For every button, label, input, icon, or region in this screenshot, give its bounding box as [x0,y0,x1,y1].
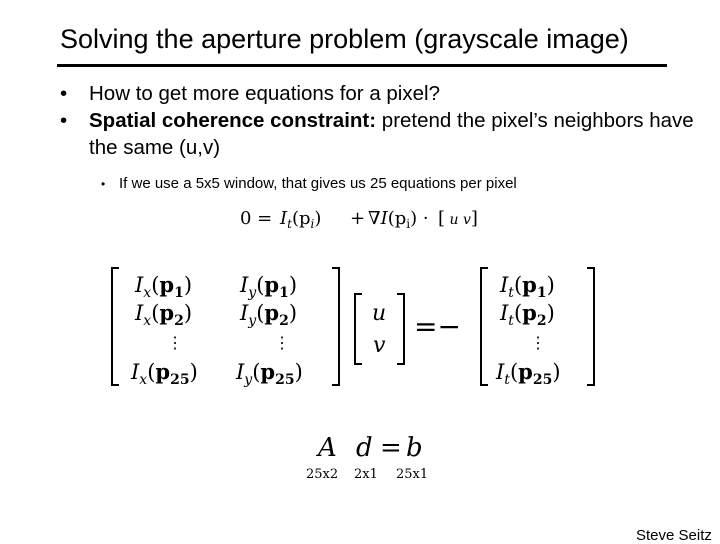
matrix-a-cell: $I_x(p_1)$ [135,272,193,301]
matrix-a-cell: $I_y(p_{25})$ [236,359,303,388]
vector-b-left-bracket [481,268,488,385]
bullet-text: How to get more equations for a pixel? [89,82,440,105]
vector-b [495,272,561,388]
constraint-grad: $\nabla I(p_i)$ · [368,208,429,231]
title-underline [57,64,667,67]
constraint-it: $I_t(p_i)$ [280,208,322,231]
matrix-equation [100,260,620,395]
author-credit: Steve Seitz [636,527,712,544]
matrix-a-left-bracket [112,268,119,385]
vector-d-u: u [372,301,387,326]
slide-title: Solving the aperture problem (grayscale image) [60,24,629,54]
matrix-a-right-bracket [332,268,339,385]
bullet-text: pretend the pixel’s neighbors have the same (u,v) [89,109,694,159]
matrix-a-cell: $I_y(p_2)$ [240,300,298,329]
vector-b-cell: $I_t(p_2)$ [500,300,555,329]
constraint-lhs: 0 = [240,208,273,229]
vector-d-v: v [373,333,386,358]
dim-label-d: 2x1 [354,467,378,482]
bullet-bold-text: Spatial coherence constraint: [89,109,377,132]
summary-equation [300,428,450,486]
constraint-uv: [ u v] [438,208,478,229]
bullet-item [60,107,700,161]
summary-equals: = [380,433,402,463]
equals-minus: =− [414,310,461,343]
constraint-equation [236,202,486,232]
matrix-a-vdots: ⋮ [274,333,290,352]
vector-b-right-bracket [587,268,594,385]
bullet-item [60,80,700,107]
bullet-list [60,80,700,161]
vector-b-vdots: ⋮ [530,333,546,352]
summary-d: d [356,433,373,463]
sub-bullet-text: If we use a 5x5 window, that gives us 25 equations per pixel [119,175,517,192]
matrix-a-cell: $I_x(p_{25})$ [131,359,198,388]
sub-bullet [101,175,517,192]
matrix-a [130,272,303,388]
matrix-a-cell: $I_y(p_1)$ [240,272,298,301]
summary-a: A [318,433,337,463]
dim-label-b: 25x1 [396,467,429,482]
bullet-dot-icon: • [60,109,68,132]
sub-bullet-dot-icon: • [101,177,106,191]
constraint-plus: + [350,208,366,229]
bullet-dot-icon: • [60,82,68,105]
dim-label-a: 25x2 [306,467,339,482]
vector-d-left-bracket [355,294,362,364]
matrix-a-cell: $I_x(p_2)$ [135,300,193,329]
matrix-a-vdots: ⋮ [167,333,183,352]
vector-b-cell: $I_t(p_{25})$ [496,359,561,388]
summary-b: b [406,433,423,463]
vector-d-right-bracket [397,294,404,364]
vector-b-cell: $I_t(p_1)$ [500,272,555,301]
